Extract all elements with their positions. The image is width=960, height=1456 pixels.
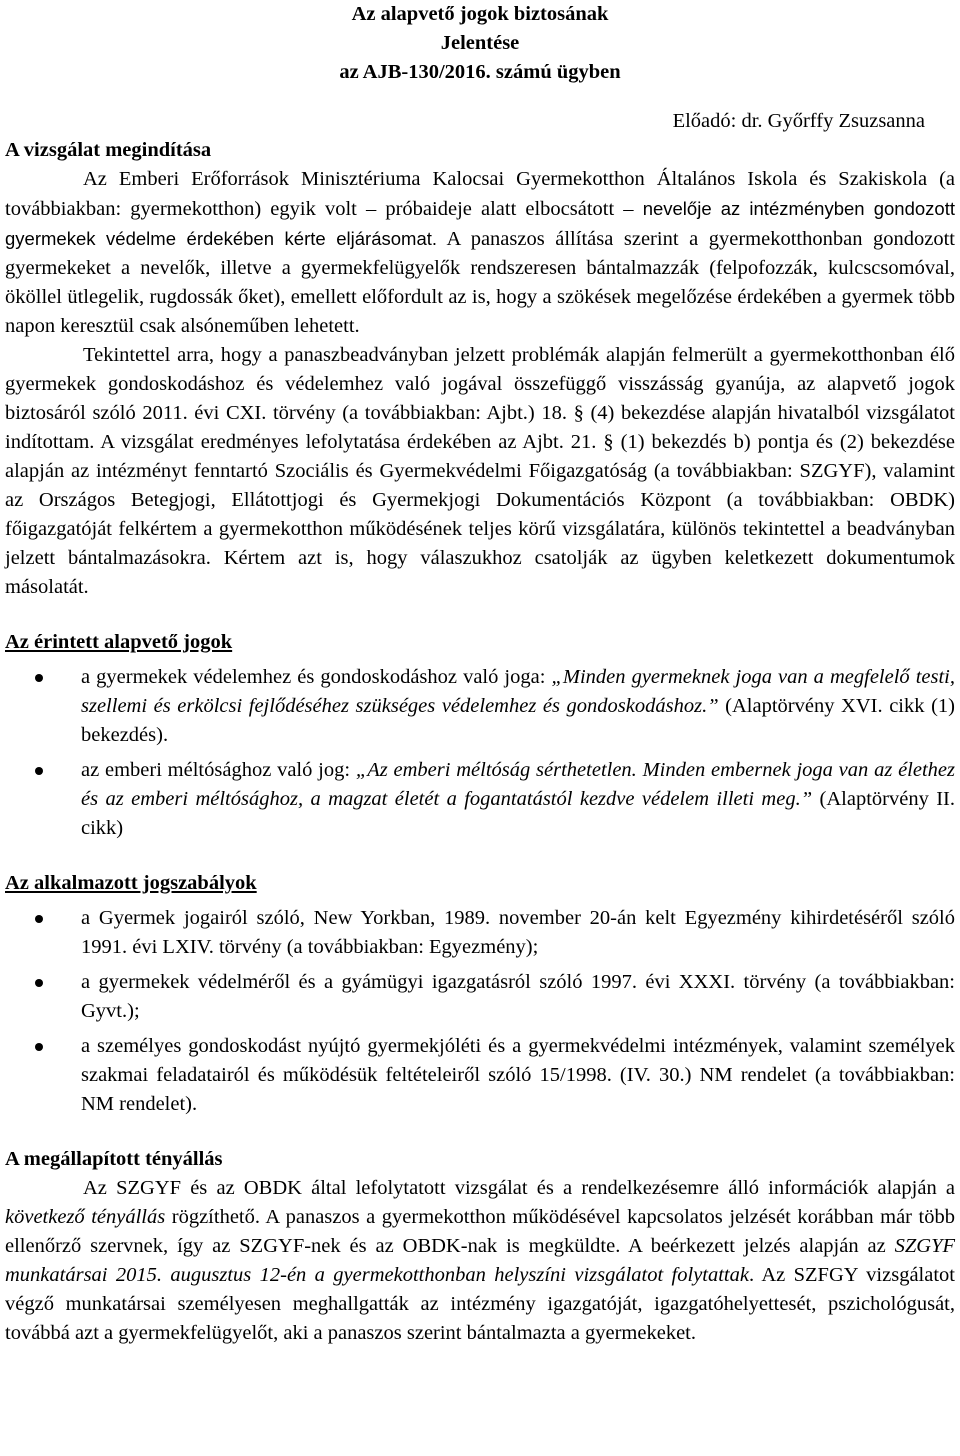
- list-item: [5, 968, 955, 1026]
- speaker-line: Előadó: dr. Győrffy Zsuzsanna: [672, 110, 925, 132]
- header-line-1: Az alapvető jogok biztosának: [351, 3, 609, 25]
- rights-item-1-quote: „Minden gyermeknek joga van a megfelelő testi, szellemi és erkölcsi fejlődéséhez szükséges védelemhez és gondoskodáshoz.”: [81, 666, 955, 717]
- rights-item-2-quote: „Az emberi méltóság sérthetetlen. Minden embernek joga van az élethez és az emberi méltósághoz, a magzat életét a fogantatástól kezdve védelem illeti meg.”: [81, 759, 955, 810]
- section-heading-laws: Az alkalmazott jogszabályok: [5, 872, 257, 894]
- section-facts: [5, 1145, 955, 1348]
- rights-list: [5, 663, 955, 843]
- rights-item-2-a: az emberi méltósághoz való jog:: [81, 759, 356, 781]
- facts-text-4: SZGYF munkatársai 2015. augusztus 12-én a gyermekotthonban helyszíni vizsgálatot folytattak: [5, 1235, 955, 1286]
- laws-item-2: a gyermekek védelméről és a gyámügyi igazgatásról szóló 1997. évi XXXI. törvény (a továbbiakban: Gyvt.);: [81, 971, 955, 1022]
- facts-text-5: . Az SZFGY vizsgálatot végző munkatársai személyesen meghallgatták az intézmény igazgatóját, igazgatóhelyettesét, pszichológusát, továbbá azt a gyermekfelügyelőt, aki a panaszos szerint bántalmazta a gyermekeket.: [5, 1264, 955, 1344]
- rights-item-1-c: (Alaptörvény XVI. cikk (1) bekezdés).: [81, 695, 955, 746]
- rights-item-1-a: a gyermekek védelemhez és gondoskodáshoz való joga:: [81, 666, 552, 688]
- paragraph-start-1-b: nevelője az intézményben gondozott gyermekek védelme érdekében kérte eljárásomat.: [5, 198, 955, 249]
- section-laws: [5, 869, 955, 1119]
- header-line-3: az AJB-130/2016. számú ügyben: [339, 61, 621, 83]
- bullet-icon: [35, 767, 43, 775]
- list-item: [5, 1032, 955, 1119]
- bullet-icon: [35, 915, 43, 923]
- laws-item-1: a Gyermek jogairól szóló, New Yorkban, 1989. november 20-án kelt Egyezmény kihirdetéséről szóló 1991. évi LXIV. törvény (a továbbiakban: Egyezmény);: [81, 907, 955, 958]
- header-line-2: Jelentése: [440, 32, 520, 54]
- laws-item-3: a személyes gondoskodást nyújtó gyermekjóléti és a gyermekvédelmi intézmények, valamint személyek szakmai feladatairól és működésük feltételeiről szóló 15/1998. (IV. 30.) NM rendelet (a továbbiakban: NM rendelet).: [81, 1035, 955, 1115]
- section-heading-facts: A megállapított tényállás: [5, 1148, 223, 1170]
- paragraph-start-1: [5, 165, 955, 341]
- list-item: [5, 756, 955, 843]
- section-start: [5, 136, 955, 602]
- paragraph-start-1-c: A panaszos állítása szerint a gyermekotthonban gondozott gyermekeket a nevelők, illetve a gyermekfelügyelők rendszeresen bántalmazzák (felpofozzák, kulcscsomóval, ököllel ütlegelik, rugdossák őket), emellett előfordult az is, hogy a szökések megelőzése érdekében a gyermek több napon keresztül csak alsóneműben lehetett.: [5, 228, 955, 337]
- facts-text-3: rögzíthető. A panaszos a gyermekotthon működésével kapcsolatos jelzését korábban már több ellenőrző szervnek, így az SZGYF-nek és az OBDK-nak is megküldte. A beérkezett jelzés alapján az: [5, 1206, 955, 1257]
- document-header: [5, 0, 955, 136]
- list-item: [5, 663, 955, 750]
- paragraph-start-1-a: Az Emberi Erőforrások Minisztériuma Kalocsai Gyermekotthon Általános Iskola és Szakiskola (a továbbiakban: gyermekotthon) egyik volt – próbaideje alatt elbocsátott –: [5, 168, 955, 220]
- facts-text-1: Az SZGYF és az OBDK által lefolytatott vizsgálat és a rendelkezésemre álló információk alapján a: [83, 1177, 955, 1199]
- section-heading-rights: Az érintett alapvető jogok: [5, 631, 233, 653]
- section-heading-start: A vizsgálat megindítása: [5, 139, 212, 161]
- laws-list: [5, 904, 955, 1119]
- paragraph-start-2: Tekintettel arra, hogy a panaszbeadványban jelzett problémák alapján felmerült a gyermekotthonban élő gyermekek gondoskodáshoz és védelemhez való jogával összefüggő visszásság gyanúja, az alapvető jogok biztosáról szóló 2011. évi CXI. törvény (a továbbiakban: Ajbt.) 18. § (4) bekezdése alapján hivatalból vizsgálatot indítottam. A vizsgálat eredményes lefolytatása érdekében az Ajbt. 21. § (1) bekezdés b) pontja és (2) bekezdése alapján az intézményt fenntartó Szociális és Gyermekvédelmi Főigazgatóság (a továbbiakban: SZGYF), valamint az Országos Betegjogi, Ellátottjogi és Gyermekjogi Dokumentációs Központ (a továbbiakban: OBDK) főigazgatóját felkértem a gyermekotthon működésének teljes körű vizsgálatára, különös tekintettel a beadványban jelzett bántalmazásokra. Kértem azt is, hogy válaszukhoz csatolják az ügyben keletkezett dokumentumok másolatát.: [5, 344, 955, 598]
- paragraph-facts: [5, 1174, 955, 1348]
- bullet-icon: [35, 674, 43, 682]
- bullet-icon: [35, 979, 43, 987]
- rights-item-2-c: (Alaptörvény II. cikk): [81, 788, 956, 839]
- section-rights: [5, 628, 955, 843]
- list-item: [5, 904, 955, 962]
- facts-text-2: következő tényállás: [5, 1206, 166, 1228]
- bullet-icon: [35, 1043, 43, 1051]
